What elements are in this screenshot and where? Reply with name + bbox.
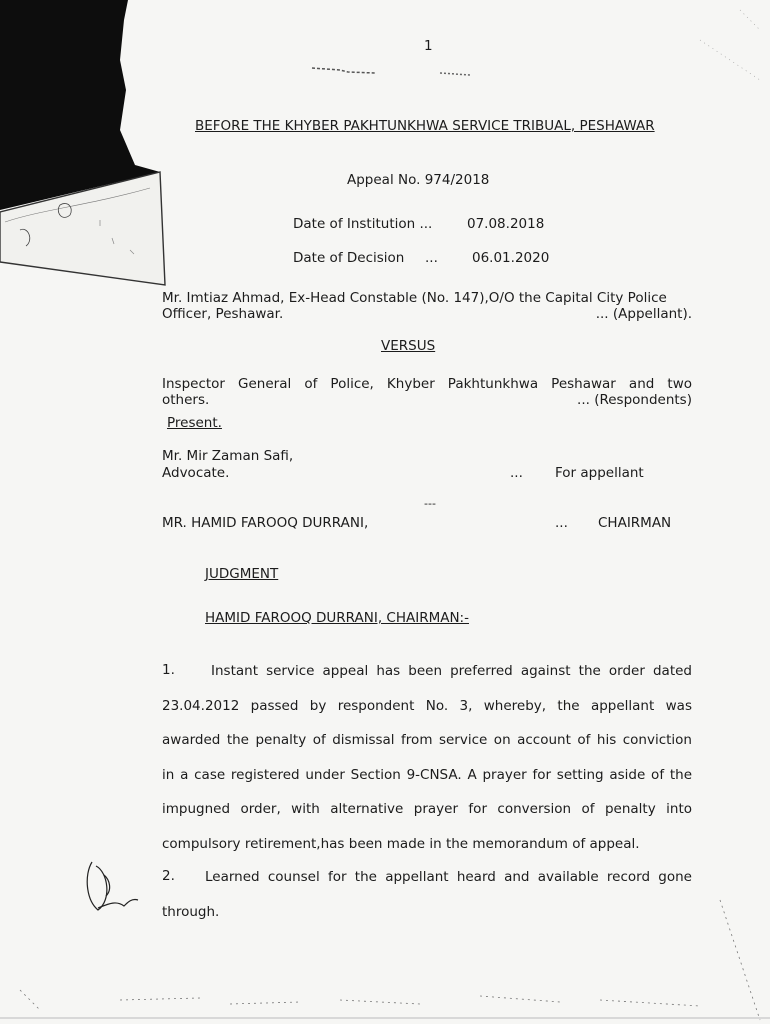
respondents-line-2: others. <box>162 392 210 408</box>
para-1-line: impugned order, with alternative prayer for conversion of penalty into <box>162 801 692 817</box>
appellant-line-1: Mr. Imtiaz Ahmad, Ex-Head Constable (No. 147),O/O the Capital City Police <box>162 290 667 306</box>
respondents-block <box>162 376 692 408</box>
versus-heading: VERSUS <box>381 338 436 354</box>
para-1-line: Instant service appeal has been preferred against the order dated <box>211 663 692 679</box>
counsel-dots: ... <box>510 465 523 481</box>
bench-dots: ... <box>555 515 568 531</box>
bench-name: MR. HAMID FAROOQ DURRANI, <box>162 515 369 531</box>
counsel-title: Advocate. <box>162 465 230 481</box>
para-2-number: 2. <box>162 868 175 884</box>
decision-label: Date of Decision <box>293 250 405 266</box>
counsel-role: For appellant <box>555 465 644 481</box>
para-1-line: 23.04.2012 passed by respondent No. 3, whereby, the appellant was <box>162 697 692 714</box>
appellant-block <box>162 290 692 322</box>
para-2-line: Learned counsel for the appellant heard and available record gone <box>205 869 692 885</box>
appellant-line-2: Officer, Peshawar. <box>162 306 284 322</box>
institution-date: 07.08.2018 <box>467 216 545 232</box>
para-2-line: through. <box>162 903 220 920</box>
para-1-line: awarded the penalty of dismissal from service on account of his conviction <box>162 732 692 748</box>
respondents-role: ... (Respondents) <box>577 392 692 408</box>
judgment-author: HAMID FAROOQ DURRANI, CHAIRMAN:- <box>205 610 469 626</box>
page-number: 1 <box>424 38 433 54</box>
para-2 <box>162 860 692 929</box>
bench-role: CHAIRMAN <box>598 515 672 531</box>
present-heading: Present. <box>167 415 222 431</box>
decision-dots: ... <box>425 250 438 266</box>
counsel-name: Mr. Mir Zaman Safi, <box>162 448 294 464</box>
para-1-number: 1. <box>162 662 175 678</box>
para-1-line: in a case registered under Section 9-CNSA. A prayer for setting aside of the <box>162 766 692 783</box>
para-1-line: compulsory retirement,has been made in the memorandum of appeal. <box>162 835 640 852</box>
para-1 <box>162 654 692 861</box>
decision-date: 06.01.2020 <box>472 250 550 266</box>
appellant-role: ... (Appellant). <box>595 306 692 322</box>
appeal-number: Appeal No. 974/2018 <box>347 172 490 188</box>
signature <box>87 862 138 910</box>
tribunal-heading: BEFORE THE KHYBER PAKHTUNKHWA SERVICE TRIBUAL, PESHAWAR <box>195 118 655 134</box>
judgment-heading: JUDGMENT <box>205 566 279 582</box>
scan-smudge <box>312 68 375 73</box>
respondents-line-1: Inspector General of Police, Khyber Pakhtunkhwa Peshawar and two <box>162 376 692 392</box>
separator: --- <box>424 497 436 510</box>
institution-label: Date of Institution ... <box>293 216 433 232</box>
